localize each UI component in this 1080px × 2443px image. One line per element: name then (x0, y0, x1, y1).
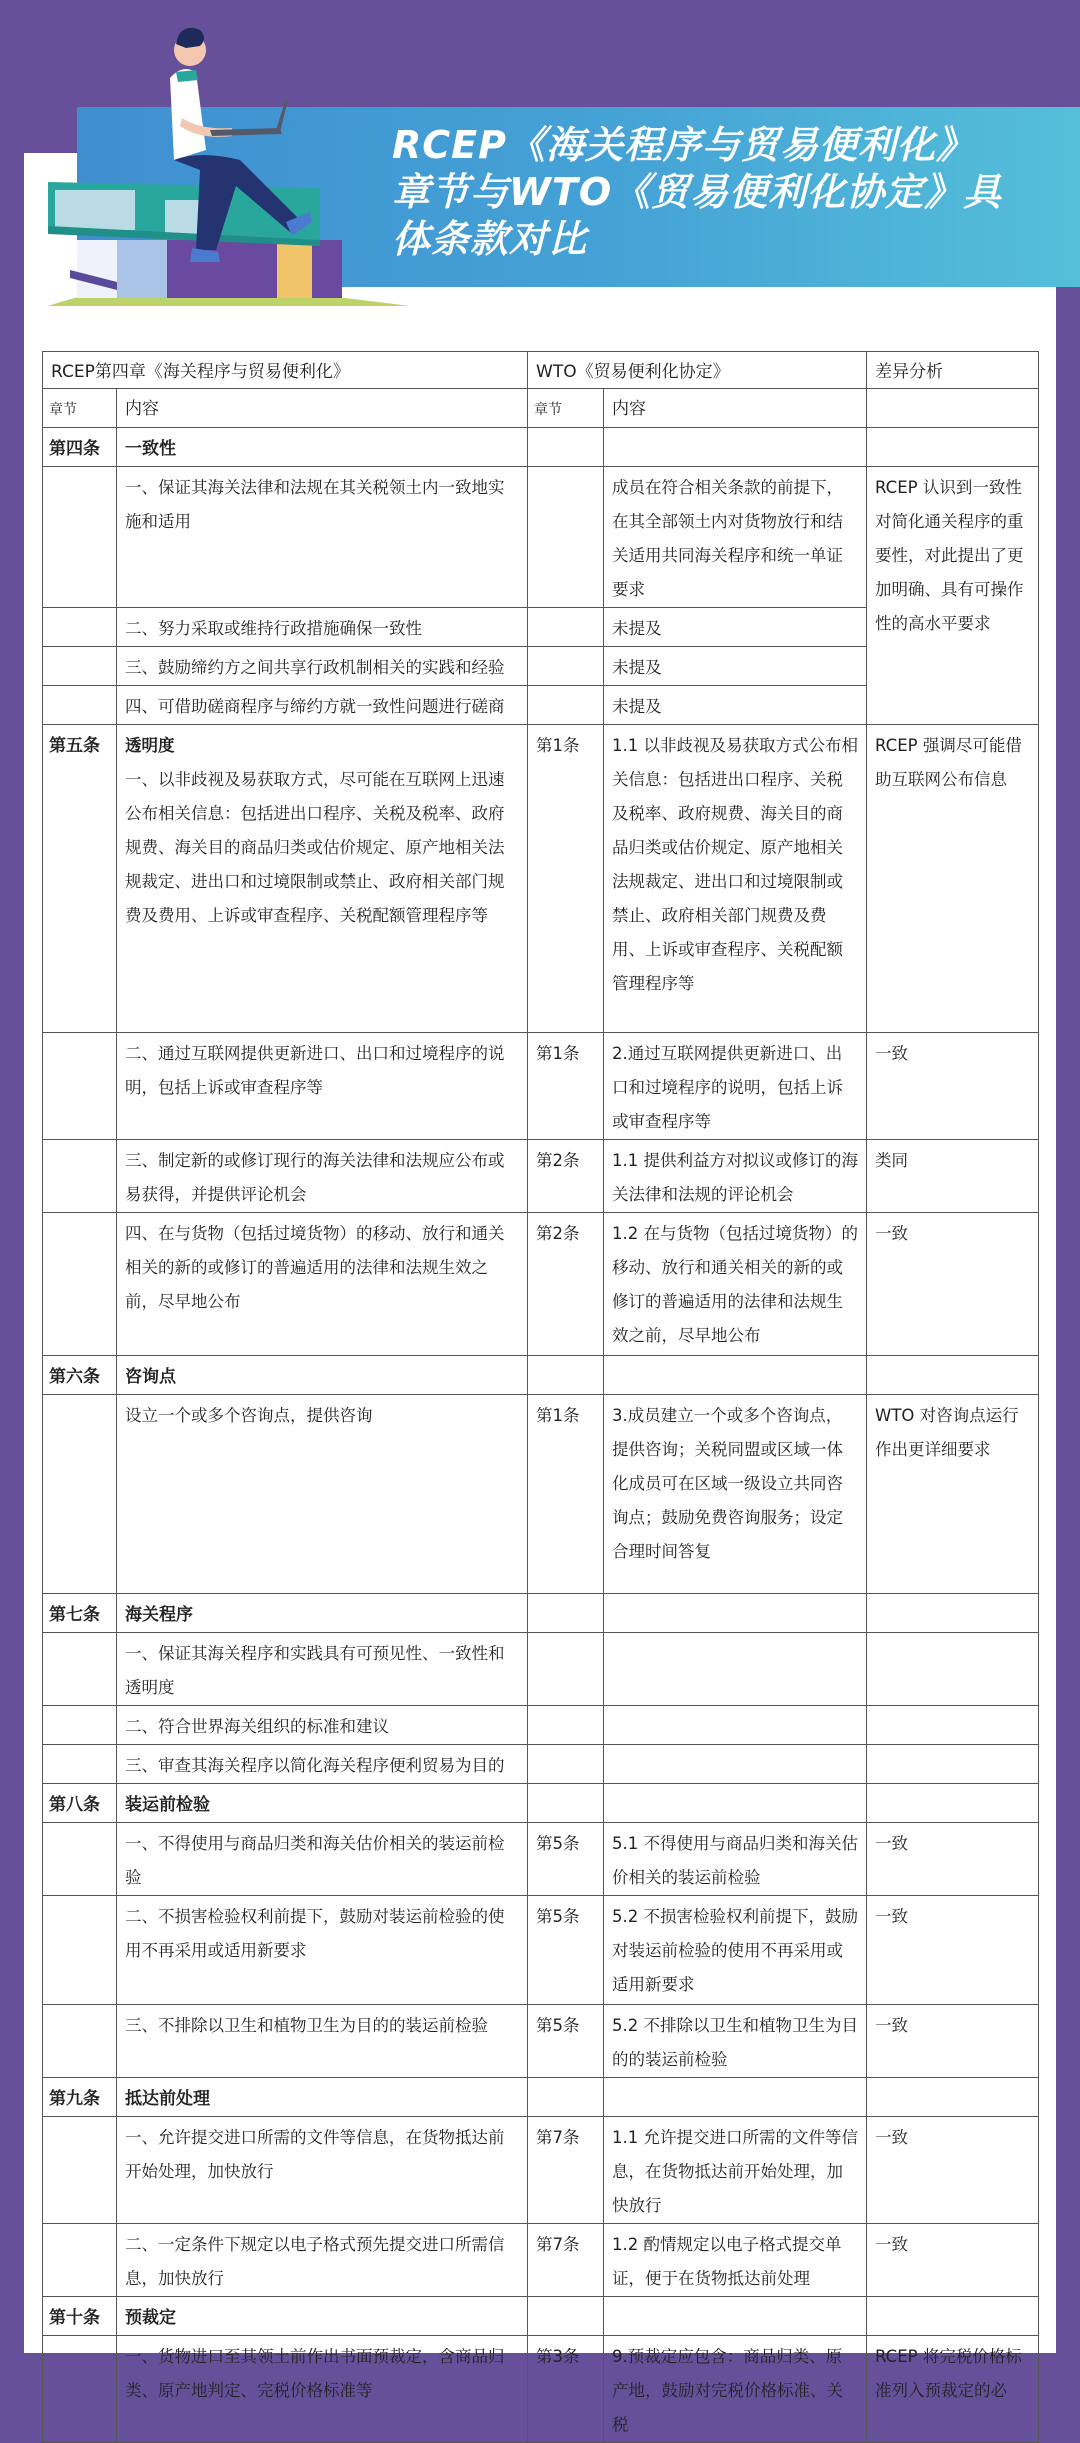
wto-content-cell (604, 428, 867, 467)
wto-content-cell: 5.2 不损害检验权利前提下，鼓励对装运前检验的使用不再采用或适用新要求 (604, 1896, 867, 2005)
article-section: 第十条 (43, 2297, 117, 2336)
page-title (392, 122, 1062, 263)
analysis-cell (867, 1594, 1039, 1633)
rcep-content-cell: 二、通过互联网提供更新进口、出口和过境程序的说明，包括上诉或审查程序等 (117, 1033, 528, 1140)
wto-section-cell (528, 1356, 604, 1395)
analysis-cell: 一致 (867, 1823, 1039, 1896)
item-row (43, 1896, 1039, 2005)
wto-section-cell (528, 2078, 604, 2117)
wto-section-cell (528, 2297, 604, 2336)
rcep-content-cell: 一、不得使用与商品归类和海关估价相关的装运前检验 (117, 1823, 528, 1896)
article-section: 第四条 (43, 428, 117, 467)
rcep-content-cell: 三、审查其海关程序以简化海关程序便利贸易为目的 (117, 1745, 528, 1784)
article-section: 第七条 (43, 1594, 117, 1633)
item-row (43, 725, 1039, 1033)
analysis-cell (867, 2078, 1039, 2117)
wto-section-cell: 第3条 (528, 2336, 604, 2443)
article-title: 一致性 (117, 428, 528, 467)
rcep-content-cell: 四、可借助磋商程序与缔约方就一致性问题进行磋商 (117, 686, 528, 725)
title-line: 体条款对比 (392, 217, 588, 261)
analysis-cell: WTO 对咨询点运行作出更详细要求 (867, 1395, 1039, 1594)
person-with-laptop-on-books-illustration (0, 0, 420, 320)
analysis-cell: 一致 (867, 1033, 1039, 1140)
article-section-empty (43, 467, 117, 608)
item-row (43, 2336, 1039, 2443)
wto-content-cell: 未提及 (604, 647, 867, 686)
analysis-cell (867, 1633, 1039, 1706)
item-row (43, 1033, 1039, 1140)
article-title: 海关程序 (117, 1594, 528, 1633)
wto-content-cell: 9.预裁定应包含：商品归类、原产地，鼓励对完税价格标准、关税 (604, 2336, 867, 2443)
analysis-cell (867, 1784, 1039, 1823)
article-title: 咨询点 (117, 1356, 528, 1395)
item-row (43, 2117, 1039, 2224)
title-line: 章节与WTO《贸易便利化协定》具 (392, 170, 1003, 214)
analysis-subheader (867, 389, 1039, 428)
comparison-table (42, 351, 1038, 2443)
rcep-content-cell: 二、符合世界海关组织的标准和建议 (117, 1706, 528, 1745)
rcep-content-cell: 二、努力采取或维持行政措施确保一致性 (117, 608, 528, 647)
wto-content-cell: 未提及 (604, 608, 867, 647)
article-section: 第五条 (43, 725, 117, 1033)
article-title: 预裁定 (117, 2297, 528, 2336)
wto-section-cell: 第2条 (528, 1140, 604, 1213)
item-row (43, 2005, 1039, 2078)
item-row (43, 1395, 1039, 1594)
article-row (43, 1784, 1039, 1823)
article-section-empty (43, 608, 117, 647)
wto-content-cell (604, 1633, 867, 1706)
wto-content-cell (604, 1745, 867, 1784)
item-row (43, 1745, 1039, 1784)
article-section-empty (43, 2336, 117, 2443)
wto-content-cell: 1.1 允许提交进口所需的文件等信息，在货物抵达前开始处理，加快放行 (604, 2117, 867, 2224)
rcep-section-header: 章节 (43, 389, 117, 428)
article-section-empty (43, 1745, 117, 1784)
wto-content-cell: 1.2 酌情规定以电子格式提交单证，便于在货物抵达前处理 (604, 2224, 867, 2297)
wto-section-cell (528, 647, 604, 686)
article-section-empty (43, 2005, 117, 2078)
analysis-cell: 一致 (867, 1213, 1039, 1356)
group-header-row (43, 352, 1039, 389)
rcep-content-cell: 四、在与货物（包括过境货物）的移动、放行和通关相关的新的或修订的普遍适用的法律和法规生效之前，尽早地公布 (117, 1213, 528, 1356)
article-row (43, 428, 1039, 467)
wto-content-cell: 5.1 不得使用与商品归类和海关估价相关的装运前检验 (604, 1823, 867, 1896)
rcep-content-cell: 二、一定条件下规定以电子格式预先提交进口所需信息，加快放行 (117, 2224, 528, 2297)
article-section-empty (43, 1896, 117, 2005)
wto-section-cell: 第7条 (528, 2224, 604, 2297)
wto-section-cell (528, 1745, 604, 1784)
wto-section-cell: 第1条 (528, 1033, 604, 1140)
article-row (43, 1594, 1039, 1633)
article-section-empty (43, 647, 117, 686)
wto-section-cell: 第7条 (528, 2117, 604, 2224)
item-row (43, 1140, 1039, 1213)
wto-content-cell: 5.2 不排除以卫生和植物卫生为目的的装运前检验 (604, 2005, 867, 2078)
article-section-empty (43, 1633, 117, 1706)
wto-content-cell (604, 2078, 867, 2117)
wto-section-cell (528, 428, 604, 467)
wto-section-cell: 第5条 (528, 2005, 604, 2078)
wto-section-cell (528, 1594, 604, 1633)
wto-section-cell: 第1条 (528, 725, 604, 1033)
analysis-cell: RCEP 将完税价格标准列入预裁定的必 (867, 2336, 1039, 2443)
item-row (43, 2224, 1039, 2297)
wto-content-cell: 1.2 在与货物（包括过境货物）的移动、放行和通关相关的新的或修订的普遍适用的法律和法规生效之前，尽早地公布 (604, 1213, 867, 1356)
item-row (43, 467, 1039, 608)
wto-content-cell: 3.成员建立一个或多个咨询点，提供咨询；关税同盟或区域一体化成员可在区域一级设立共同咨询点；鼓励免费咨询服务；设定合理时间答复 (604, 1395, 867, 1594)
article-section: 第六条 (43, 1356, 117, 1395)
wto-section-cell (528, 467, 604, 608)
article-section-empty (43, 686, 117, 725)
wto-section-cell (528, 1784, 604, 1823)
wto-section-cell: 第2条 (528, 1213, 604, 1356)
analysis-cell: RCEP 认识到一致性对简化通关程序的重要性，对此提出了更加明确、具有可操作性的高水平要求 (867, 467, 1039, 725)
wto-content-cell: 未提及 (604, 686, 867, 725)
wto-section-header: 章节 (528, 389, 604, 428)
item-row (43, 1213, 1039, 1356)
title-line: RCEP《海关程序与贸易便利化》 (392, 123, 975, 167)
rcep-content-cell: 三、制定新的或修订现行的海关法律和法规应公布或易获得，并提供评论机会 (117, 1140, 528, 1213)
rcep-content-header: 内容 (117, 389, 528, 428)
rcep-content-cell: 一、保证其海关法律和法规在其关税领土内一致地实施和适用 (117, 467, 528, 608)
wto-content-cell: 2.通过互联网提供更新进口、出口和过境程序的说明，包括上诉或审查程序等 (604, 1033, 867, 1140)
wto-content-cell (604, 2297, 867, 2336)
item-row (43, 1633, 1039, 1706)
article-row (43, 1356, 1039, 1395)
article-section-empty (43, 1395, 117, 1594)
wto-content-cell (604, 1356, 867, 1395)
article-section-empty (43, 1706, 117, 1745)
wto-section-cell (528, 608, 604, 647)
analysis-cell (867, 1706, 1039, 1745)
rcep-content: 一、以非歧视及易获取方式，尽可能在互联网上迅速公布相关信息：包括进出口程序、关税及税率、政府规费、海关目的商品归类或估价规定、原产地相关法规裁定、进出口和过境限制或禁止、政府相关部门规费及费用、上诉或审查程序、关税配额管理程序等 (125, 770, 505, 925)
wto-content-cell (604, 1594, 867, 1633)
rcep-content-cell: 一、货物进口至其领土前作出书面预裁定，含商品归类、原产地判定、完税价格标准等 (117, 2336, 528, 2443)
rcep-content-cell: 三、不排除以卫生和植物卫生为目的的装运前检验 (117, 2005, 528, 2078)
item-row (43, 1706, 1039, 1745)
article-row (43, 2297, 1039, 2336)
analysis-cell: 一致 (867, 2224, 1039, 2297)
article-section-empty (43, 1213, 117, 1356)
article-section: 第八条 (43, 1784, 117, 1823)
rcep-content-cell: 设立一个或多个咨询点，提供咨询 (117, 1395, 528, 1594)
wto-content-cell (604, 1784, 867, 1823)
analysis-cell (867, 1356, 1039, 1395)
article-title: 装运前检验 (117, 1784, 528, 1823)
wto-header: WTO《贸易便利化协定》 (528, 352, 867, 389)
analysis-cell: 一致 (867, 2005, 1039, 2078)
analysis-cell (867, 428, 1039, 467)
analysis-cell: 一致 (867, 1896, 1039, 2005)
wto-section-cell: 第1条 (528, 1395, 604, 1594)
rcep-header: RCEP第四章《海关程序与贸易便利化》 (43, 352, 528, 389)
wto-section-cell (528, 1633, 604, 1706)
analysis-cell: 类同 (867, 1140, 1039, 1213)
wto-content-cell: 1.1 以非歧视及易获取方式公布相关信息：包括进出口程序、关税及税率、政府规费、海关目的商品归类或估价规定、原产地相关法规裁定、进出口和过境限制或禁止、政府相关部门规费及费用、上诉或审查程序、关税配额管理程序等 (604, 725, 867, 1033)
rcep-content-cell: 三、鼓励缔约方之间共享行政机制相关的实践和经验 (117, 647, 528, 686)
analysis-cell (867, 2297, 1039, 2336)
article-section-empty (43, 1033, 117, 1140)
rcep-content-cell: 一、保证其海关程序和实践具有可预见性、一致性和透明度 (117, 1633, 528, 1706)
article-row (43, 2078, 1039, 2117)
wto-section-cell: 第5条 (528, 1823, 604, 1896)
wto-section-cell (528, 686, 604, 725)
analysis-cell: RCEP 强调尽可能借助互联网公布信息 (867, 725, 1039, 1033)
wto-content-cell: 1.1 提供利益方对拟议或修订的海关法律和法规的评论机会 (604, 1140, 867, 1213)
rcep-content-cell (117, 725, 528, 1033)
rcep-content-cell: 二、不损害检验权利前提下，鼓励对装运前检验的使用不再采用或适用新要求 (117, 1896, 528, 2005)
rcep-content-cell: 一、允许提交进口所需的文件等信息，在货物抵达前开始处理，加快放行 (117, 2117, 528, 2224)
wto-content-header: 内容 (604, 389, 867, 428)
wto-section-cell (528, 1706, 604, 1745)
wto-section-cell: 第5条 (528, 1896, 604, 2005)
article-section-empty (43, 1823, 117, 1896)
article-section-empty (43, 2117, 117, 2224)
sub-header-row (43, 389, 1039, 428)
article-title: 抵达前处理 (117, 2078, 528, 2117)
analysis-cell (867, 1745, 1039, 1784)
article-section: 第九条 (43, 2078, 117, 2117)
article-section-empty (43, 2224, 117, 2297)
item-row (43, 1823, 1039, 1896)
article-title: 透明度 (125, 736, 175, 755)
wto-content-cell (604, 1706, 867, 1745)
analysis-header: 差异分析 (867, 352, 1039, 389)
article-section-empty (43, 1140, 117, 1213)
wto-content-cell: 成员在符合相关条款的前提下，在其全部领土内对货物放行和结关适用共同海关程序和统一单证要求 (604, 467, 867, 608)
analysis-cell: 一致 (867, 2117, 1039, 2224)
